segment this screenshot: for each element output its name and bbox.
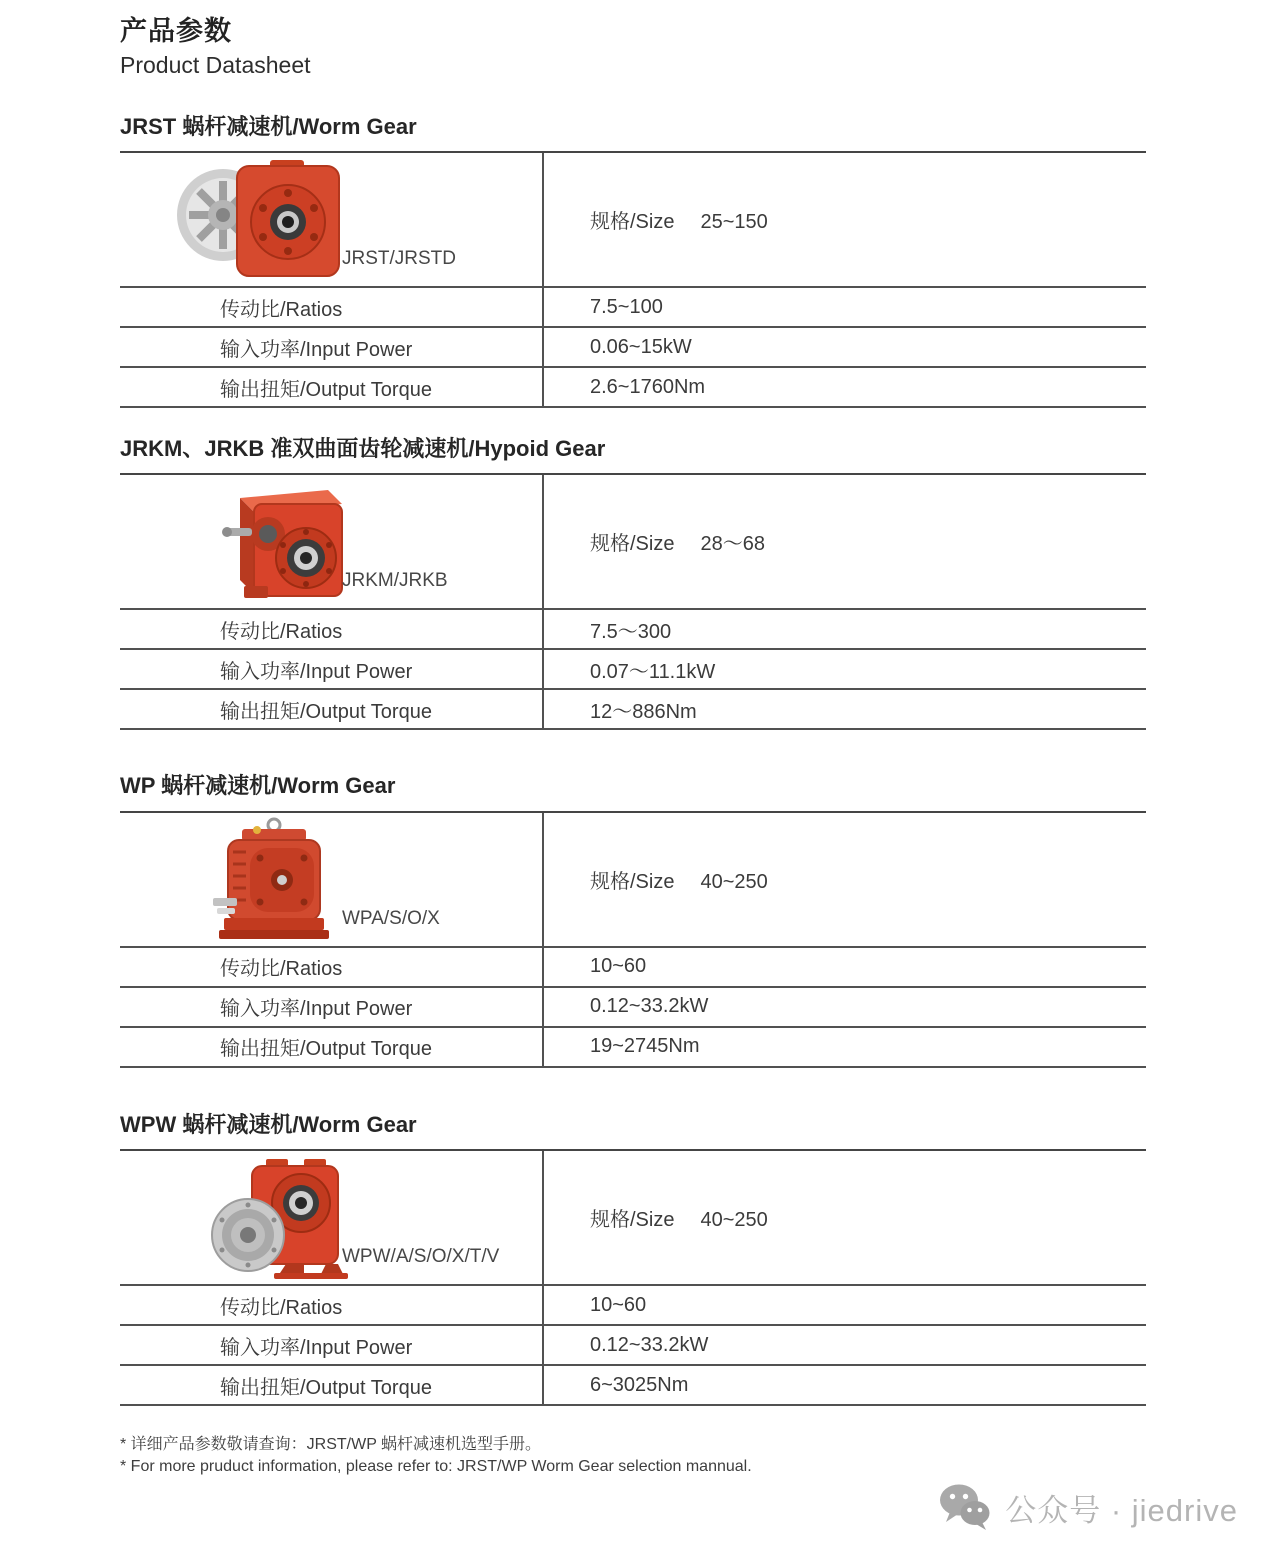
table-row <box>120 1326 1146 1366</box>
row-value: 2.6~1760Nm <box>590 375 706 398</box>
page-content <box>120 16 1146 1478</box>
footnote-en: * For more pruduct information, please refer to: JRST/WP Worm Gear selection mannual. <box>120 1458 752 1476</box>
size-label: 规格/Size <box>590 870 675 893</box>
row-value: 10~60 <box>590 955 647 978</box>
row-value: 19~2745Nm <box>590 1035 700 1058</box>
table-row-image <box>120 813 1146 948</box>
size-value: 28～68 <box>700 533 765 556</box>
row-value: 6~3025Nm <box>590 1373 689 1396</box>
row-label: 输出扭矩/Output Torque <box>120 690 544 728</box>
table-row <box>120 650 1146 690</box>
section-wp <box>120 773 1146 1067</box>
spec-table <box>120 811 1146 1068</box>
row-label: 输出扭矩/Output Torque <box>120 1366 544 1404</box>
row-label: 输出扭矩/Output Torque <box>120 1028 544 1066</box>
product-model-label: WPW/A/S/O/X/T/V <box>342 1246 500 1268</box>
product-model-label: JRST/JRSTD <box>342 248 456 270</box>
table-row <box>120 948 1146 988</box>
section-title: JRKM、JRKB 准双曲面齿轮减速机/Hypoid Gear <box>120 436 606 462</box>
product-model-label: JRKM/JRKB <box>342 570 448 592</box>
row-value: 0.12~33.2kW <box>590 1333 709 1356</box>
table-row <box>120 328 1146 368</box>
wechat-watermark <box>939 1484 1238 1530</box>
size-value: 40~250 <box>700 1209 768 1232</box>
product-model-label: WPA/S/O/X <box>342 907 440 929</box>
section-title: WPW 蜗杆减速机/Worm Gear <box>120 1111 417 1137</box>
page-title-en: Product Datasheet <box>120 52 311 79</box>
spec-table <box>120 1149 1146 1406</box>
page-title-cn: 产品参数 <box>120 16 232 46</box>
table-row <box>120 690 1146 730</box>
row-label: 传动比/Ratios <box>120 610 544 648</box>
size-cell <box>544 1151 1146 1284</box>
size-cell <box>544 813 1146 946</box>
size-label: 规格/Size <box>590 211 675 234</box>
section-title: WP 蜗杆减速机/Worm Gear <box>120 773 396 799</box>
table-row <box>120 1028 1146 1068</box>
row-label: 输入功率/Input Power <box>120 650 544 688</box>
size-line <box>590 527 765 556</box>
row-label: 传动比/Ratios <box>120 288 544 326</box>
product-image-cell <box>120 153 544 286</box>
table-row-image <box>120 153 1146 288</box>
row-value: 7.5~100 <box>590 295 663 318</box>
table-row <box>120 1366 1146 1406</box>
wechat-icon <box>939 1484 991 1530</box>
spec-table <box>120 151 1146 408</box>
section-jrst <box>120 114 1146 408</box>
wpw-gearbox-product-image <box>208 1156 360 1280</box>
row-label: 传动比/Ratios <box>120 948 544 986</box>
footnotes <box>120 1434 1146 1478</box>
size-value: 40~250 <box>700 870 768 893</box>
size-line <box>590 865 768 894</box>
size-label: 规格/Size <box>590 533 675 556</box>
section-title: JRST 蜗杆减速机/Worm Gear <box>120 113 417 139</box>
watermark-text: 公众号 · jiedrive <box>1005 1492 1238 1528</box>
table-row <box>120 368 1146 408</box>
row-value: 7.5～300 <box>590 620 672 643</box>
size-cell <box>544 153 1146 286</box>
size-label: 规格/Size <box>590 1209 675 1232</box>
row-value: 0.12~33.2kW <box>590 995 709 1018</box>
section-wpw <box>120 1112 1146 1406</box>
row-value: 0.06~15kW <box>590 335 692 358</box>
row-value: 10~60 <box>590 1293 647 1316</box>
jrst-gearbox-product-image <box>175 158 350 282</box>
row-label: 输入功率/Input Power <box>120 328 544 366</box>
table-row-image <box>120 1151 1146 1286</box>
spec-table <box>120 473 1146 730</box>
product-image-cell <box>120 813 544 946</box>
size-value: 25~150 <box>700 211 768 234</box>
section-jrkm-jrkb <box>120 436 1146 730</box>
jrkm-gearbox-product-image <box>210 482 360 602</box>
table-row-image <box>120 475 1146 610</box>
row-label: 输入功率/Input Power <box>120 988 544 1026</box>
table-row <box>120 1286 1146 1326</box>
wp-gearbox-product-image <box>212 816 334 944</box>
size-line <box>590 1203 768 1232</box>
size-cell <box>544 475 1146 608</box>
size-line <box>590 205 768 234</box>
row-value: 12～886Nm <box>590 700 697 723</box>
product-image-cell <box>120 1151 544 1284</box>
product-image-cell <box>120 475 544 608</box>
row-label: 传动比/Ratios <box>120 1286 544 1324</box>
row-value: 0.07～11.1kW <box>590 660 716 683</box>
table-row <box>120 288 1146 328</box>
row-label: 输入功率/Input Power <box>120 1326 544 1364</box>
table-row <box>120 610 1146 650</box>
footnote-cn: * 详细产品参数敬请查询：JRST/WP 蜗杆减速机选型手册。 <box>120 1436 542 1454</box>
table-row <box>120 988 1146 1028</box>
row-label: 输出扭矩/Output Torque <box>120 368 544 406</box>
